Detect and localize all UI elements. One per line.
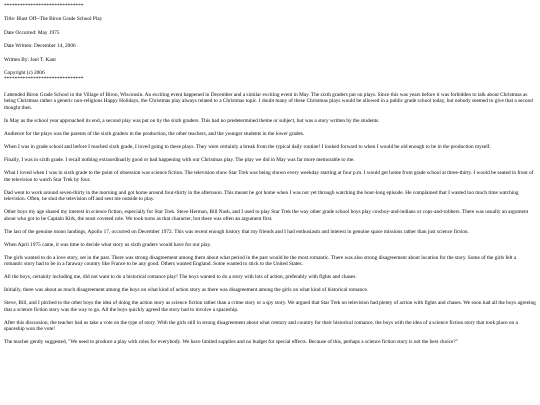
paragraph: Steve, Bill, and I pitched to the other boys the idea of doing the action story as science fiction rather than a crime story or a spy story. We argued that Star Trek on television had plenty of action with fights and chases. We soon had all the boys agreeing that a science fiction story was the way to go. All the boys quickly agreed the story had to involve a spaceship.: [4, 300, 536, 313]
paragraph: Finally, I was in sixth grade. I recall nothing extraordinarily good or bad happening with our Christmas play. The play we did in May was far more memorable to me.: [4, 156, 355, 163]
paragraph: I attended Biron Grade School in the Village of Biron, Wisconsin. An exciting event happened in December and a similar exciting event in May. The sixth graders put on plays. Since this was years before it was forbidden to talk about Christmas as being Christmas rather a generic non-religious Happy Holidays, the Christmas play always related to a Christmas topic. I doubt many of these Christmas plays would be allowed in a public grade school today, but nobody seemed to give that a second thought then.: [4, 91, 533, 112]
story-body: [4, 92, 536, 346]
paragraph: When April 1975 came, it was time to decide what story us sixth graders would have for our play.: [4, 241, 212, 248]
paragraph: After this discussion, the teacher had us take a vote on the type of story. With the girls still in strong disagreement about what century and country for their historical romance, the boys with the idea of a science fiction story that took place on a spaceship won the vote!: [4, 319, 518, 333]
paragraph: In May as the school year approached its end, a second play was put on by the sixth graders. This had no predetermined theme or subject, but was a story written by the students.: [4, 118, 380, 125]
copyright-line: Copyright (c) 2006: [4, 70, 45, 77]
date-written: Date Written: December 14, 2006: [4, 43, 76, 50]
paragraph: The teacher gently suggested, "We need to produce a play with roles for everybody. We have limited supplies and no budget for special effects. Because of this, perhaps a science fiction story is not the best choice?": [4, 339, 458, 346]
paragraph: What I loved when I was in sixth grade to the point of obsession was science fiction. The television show Star Trek was being shown every weekday starting at four p.m. I would get home from grade school at three-thirty. I would be seated in front of the television to watch Star Trek by four.: [4, 169, 534, 183]
paragraph: All the boys, certainly including me, did not want to do a historical romance play! The boys wanted to do a story with lots of action, preferably with fights and chases.: [4, 274, 357, 281]
paragraph: When I was in grade school and before I reached sixth grade, I loved going to these plays. They were certainly a break from the typical daily routine! I looked forward to when I would be old enough to be in the production myself.: [4, 143, 491, 150]
date-occurred: Date Occurred: May 1975: [4, 29, 60, 36]
paragraph: Audience for the plays was the parents of the sixth graders in the production, the other teachers, and the younger students in the lower grades.: [4, 131, 305, 137]
paragraph: Initially, there was about as much disagreement among the boys on what kind of action story as there was disagreement among the girls on what kind of historical romance.: [4, 287, 369, 294]
separator-top: ******************************: [4, 3, 84, 9]
author-line: Written By: Joel T. Kant: [4, 56, 56, 63]
paragraph: Other boys my age shared my interest in science fiction, especially for Star Trek. Steve Herman, Bill Nash, and I used to play Star Trek the way other grade school boys play cowboy-and-indians or cops-and-robbers. There was usually an argument about who got to be Captain Kirk, the most coveted role. We took turns as that character, but there was often an argument first.: [4, 209, 529, 222]
doc-title: Title: Blast Off--The Biron Grade School Play: [4, 16, 103, 23]
paragraph: Dad went to work around seven-thirty in the morning and got home around four-thirty in the afternoon. This meant he got home when I was not yet through watching the hour-long episode. He complained that I wasted too much time watching television. Often, he shut the television off and sent me outside to play.: [4, 189, 519, 203]
paragraph: The girls wanted to do a love story, set in the past. There was strong disagreement among them about what period in the past would be the most romantic. There was also strong disagreement about location for the story. Some of the girls felt a romantic story had to be in a faraway country like France to be any good. Others wanted England. Some wanted to stick to the United States.: [4, 254, 517, 268]
separator-bottom: ******************************: [4, 76, 84, 83]
paragraph: The last of the genuine moon landings, Apollo 17, occurred on December 1972. This was recent enough history that my friends and I had enthusiasm and interest in genuine space missions rather than just science fiction.: [4, 228, 469, 235]
